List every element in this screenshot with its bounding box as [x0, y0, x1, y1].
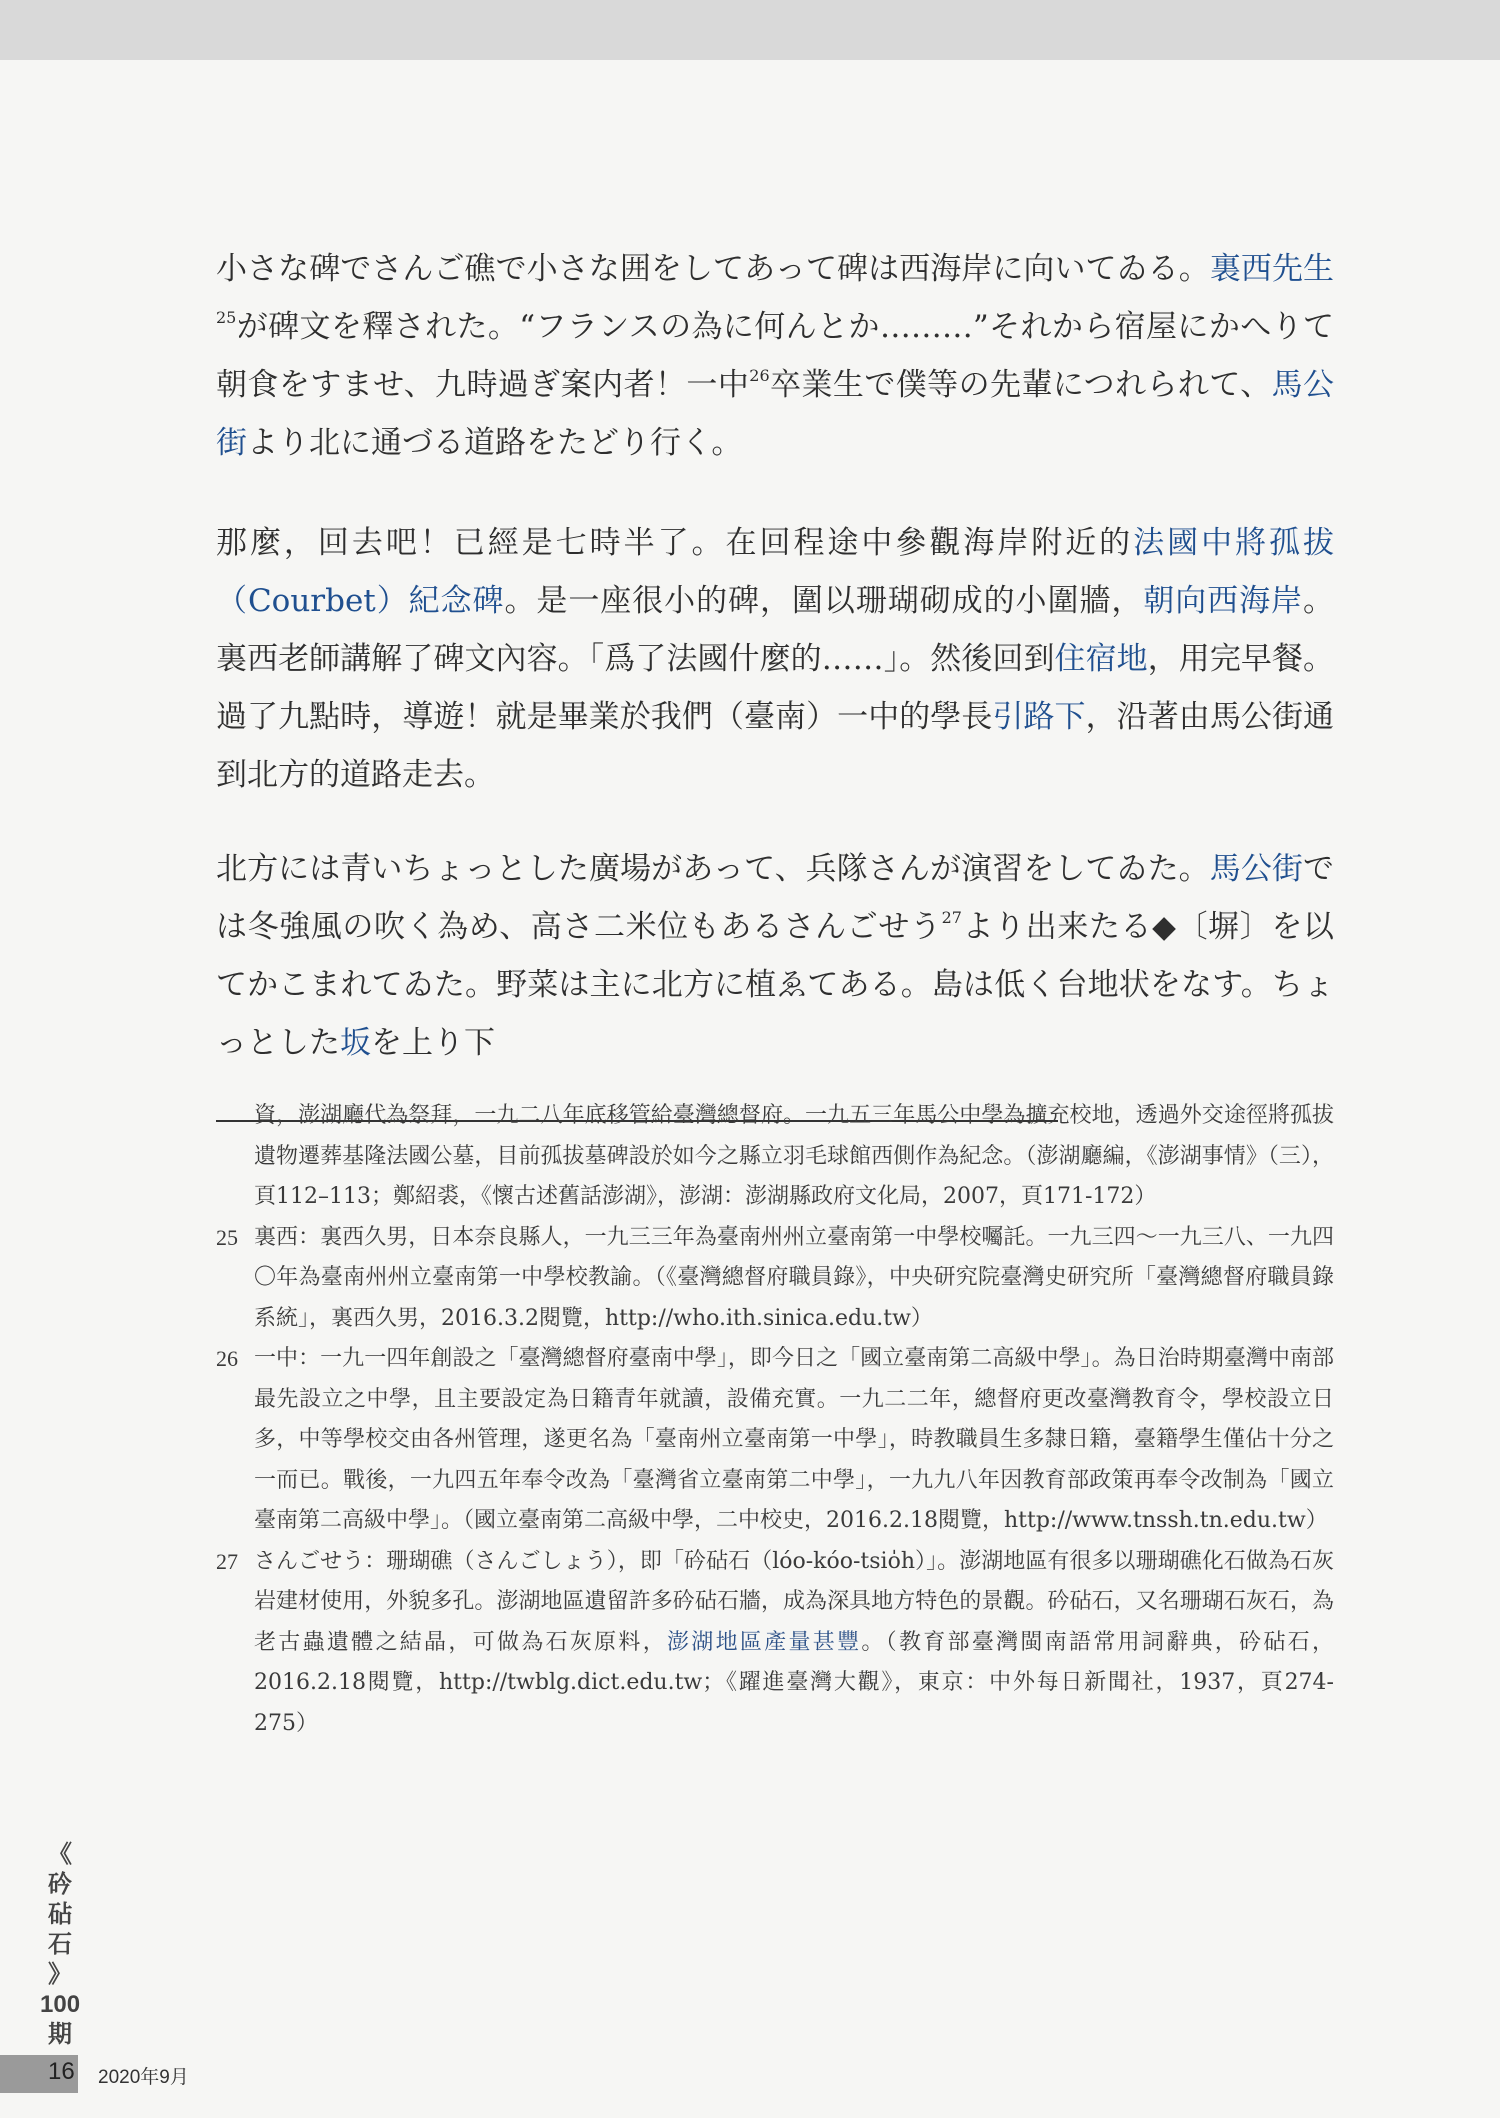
text-run: ，用完早餐。過了九點時，導遊！就是畢業於我們（臺南）一中的學長 [216, 641, 1335, 735]
footnote-highlight: 澎湖地區產量甚豐 [667, 1629, 862, 1655]
text-run: 那麼，回去吧！已經是七時半了。在回程途中參觀海岸附近的 [216, 525, 1134, 561]
text-run: より北に通づる道路をたどり行く。 [247, 425, 743, 461]
footnote-text: 裏西：裏西久男，日本奈良縣人，一九三三年為臺南州州立臺南第一中學校囑託。一九三四～一九三八、一九四〇年為臺南州州立臺南第一中學校教諭。（《臺灣總督府職員錄》，中央研究院臺灣史研究所「臺灣總督府職員錄系統」，裏西久男，2016.3.2閱覽，http://who.ith.sinica.edu.tw） [254, 1224, 1334, 1331]
paragraph-japanese-1 [216, 240, 1334, 472]
highlighted-text: 馬公街 [216, 367, 1335, 461]
footnote-text [254, 1549, 1334, 1736]
text-run: を上り下 [371, 1025, 495, 1061]
highlighted-text: 馬公街 [1209, 851, 1304, 887]
journal-title-char: 砧 [48, 1901, 72, 1928]
highlighted-text: 坂 [340, 1025, 371, 1061]
text-run: 北方には青いちょっとした廣場があって、兵隊さんが演習をしてゐた。 [216, 851, 1210, 887]
footnote-reference: 25 [216, 308, 237, 327]
highlighted-text: 裏西先生 [1209, 251, 1335, 287]
footnote-number: 25 [216, 1224, 238, 1250]
journal-issue-number: 100 [40, 1991, 81, 2018]
highlighted-text: 引路下 [992, 699, 1086, 735]
paragraph-japanese-2 [216, 840, 1334, 1072]
footnote-continued [216, 1096, 1334, 1218]
footnotes [216, 1096, 1334, 1744]
journal-title-vertical [40, 1840, 80, 2050]
footnote-text: 一中：一九一四年創設之「臺灣總督府臺南中學」，即今日之「國立臺南第二高級中學」。為日治時期臺灣中南部最先設立之中學，且主要設定為日籍青年就讀，設備充實。一九二二年，總督府更改臺灣教育令，學校設立日多，中等學校交由各州管理，遂更名為「臺南州立臺南第一中學」，時教職員生多隸日籍，臺籍學生僅佔十分之一而已。戰後，一九四五年奉令改為「臺灣省立臺南第二中學」，一九九八年因教育部政策再奉令改制為「國立臺南第二高級中學」。（國立臺南第二高級中學，二中校史，2016.2.18閱覽，http://www.tnssh.tn.edu.tw） [254, 1346, 1334, 1533]
text-run: 。裏西老師講解了碑文內容。「爲了法國什麼的……」。然後回到 [216, 583, 1335, 677]
scan-top-band [0, 0, 1500, 60]
journal-title-char: 》 [48, 1961, 72, 1988]
journal-title-char: 《 [48, 1841, 72, 1868]
journal-issue-suffix: 期 [48, 2021, 72, 2048]
footnote-27 [216, 1542, 1334, 1745]
highlighted-text: 法國中將孤拔（Courbet）紀念碑 [216, 525, 1334, 619]
footnote-number: 26 [216, 1346, 238, 1371]
text-run: 小さな碑でさんご礁で小さな囲をしてあって碑は西海岸に向いてゐる。 [216, 251, 1210, 287]
footnote-26 [216, 1339, 1334, 1542]
text-run: 。是一座很小的碑，圍以珊瑚砌成的小圍牆， [504, 583, 1144, 619]
highlighted-text: 朝向西海岸 [1143, 583, 1304, 619]
journal-title-char: 石 [48, 1931, 72, 1958]
footnote-text-part: 。（教育部臺灣閩南語常用詞辭典，砛砧石，2016.2.18閱覽，http://twblg.dict.edu.tw；《躍進臺灣大觀》，東京：中外每日新聞社，1937，頁274-275） [254, 1629, 1334, 1736]
text-run: では冬強風の吹く為め、高さ二米位もあるさんごせう [216, 851, 1335, 945]
text-run: ，沿著由馬公街通到北方的道路走去。 [216, 699, 1335, 793]
page-number: 16 [48, 2058, 75, 2085]
journal-title-char: 砛 [48, 1871, 72, 1898]
issue-date: 2020年9月 [98, 2067, 189, 2088]
footnote-25 [216, 1218, 1334, 1340]
text-run: が碑文を釋された。“フランスの為に何んとか………”それから宿屋にかへりて朝食をすませ、九時過ぎ案内者！一中 [216, 309, 1334, 403]
footnote-continued-text: 資，澎湖廳代為祭拜，一九二八年底移管給臺灣總督府。一九五三年馬公中學為擴充校地，透過外交途徑將孤拔遺物遷葬基隆法國公墓，目前孤拔墓碑設於如今之縣立羽毛球館西側作為紀念。（澎湖廳編，《澎湖事情》（三），頁112–113；鄭紹裘，《懷古述舊話澎湖》，澎湖：澎湖縣政府文化局，2007，頁171-172） [254, 1103, 1334, 1209]
paragraph-chinese-translation [216, 514, 1334, 804]
footnote-number: 27 [216, 1548, 238, 1574]
footnote-reference: 26 [749, 366, 770, 385]
footnote-text-part: さんごせう：珊瑚礁（さんごしょう），即「砛砧石（lóo-kóo-tsio̍h）」。澎湖地區有很多以珊瑚礁化石做為石灰岩建材使用，外貌多孔。澎湖地區遺留許多砛砧石牆，成為深具地方特色的景觀。砛砧石，又名珊瑚石灰石，為老古蟲遺體之結晶，可做為石灰原料， [254, 1548, 1334, 1655]
highlighted-text: 住宿地 [1054, 641, 1148, 677]
text-run: 卒業生で僕等の先輩につれられて、 [769, 367, 1272, 403]
text-run: より出来たる◆〔塀〕を以てかこまれてゐた。野菜は主に北方に植ゑてある。島は低く台地状をなす。ちょっとした [216, 909, 1334, 1061]
footnote-reference: 27 [941, 908, 962, 927]
